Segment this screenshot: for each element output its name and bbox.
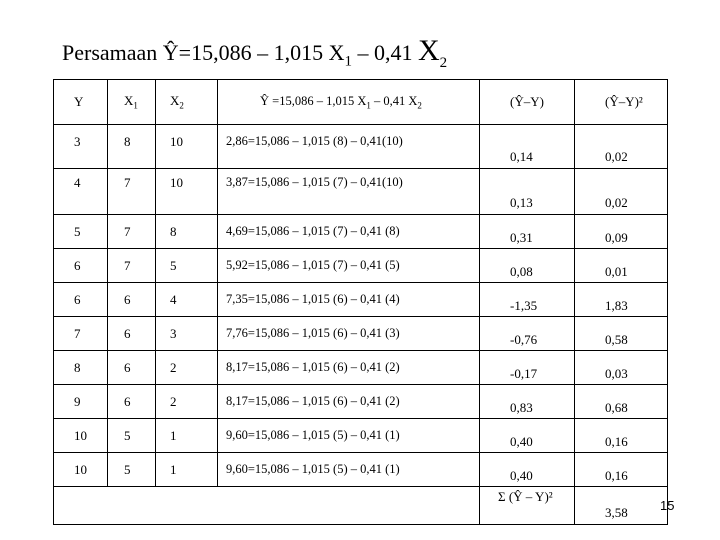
- cell-diff-squared: 0,16: [575, 453, 668, 487]
- cell-x1: 7: [108, 215, 156, 249]
- table-row: [54, 249, 668, 283]
- cell-x2: 1: [156, 419, 218, 453]
- sum-row: [54, 487, 668, 525]
- sum-label: Σ (Ŷ – Y)²: [480, 487, 575, 525]
- cell-diff: 0,40: [480, 453, 575, 487]
- page-title: Persamaan Ŷ=15,086 – 1,015 $X_1 - 0,41$ $X_2$: [62, 34, 448, 71]
- cell-x2: 2: [156, 385, 218, 419]
- cell-x1: 6: [108, 283, 156, 317]
- cell-diff-squared: 0,16: [575, 419, 668, 453]
- cell-equation: 5,92=15,086 – 1,015 (7) – 0,41 (5): [218, 249, 480, 283]
- cell-x1: 6: [108, 385, 156, 419]
- cell-equation: 3,87=15,086 – 1,015 (7) – 0,41(10): [218, 169, 480, 215]
- cell-equation: 9,60=15,086 – 1,015 (5) – 0,41 (1): [218, 419, 480, 453]
- cell-equation: 7,35=15,086 – 1,015 (6) – 0,41 (4): [218, 283, 480, 317]
- cell-x2: 2: [156, 351, 218, 385]
- cell-x1: 7: [108, 169, 156, 215]
- cell-y: 10: [54, 419, 108, 453]
- cell-equation: 4,69=15,086 – 1,015 (7) – 0,41 (8): [218, 215, 480, 249]
- table-row: [54, 283, 668, 317]
- cell-diff: 0,13: [480, 169, 575, 215]
- cell-diff-squared: 0,02: [575, 169, 668, 215]
- cell-x1: 8: [108, 125, 156, 169]
- cell-x2: 3: [156, 317, 218, 351]
- header-y: Y: [54, 80, 108, 125]
- page-number: 15: [660, 498, 675, 513]
- cell-x2: 10: [156, 169, 218, 215]
- cell-diff: -1,35: [480, 283, 575, 317]
- cell-x2: 10: [156, 125, 218, 169]
- cell-diff-squared: 0,68: [575, 385, 668, 419]
- cell-equation: 8,17=15,086 – 1,015 (6) – 0,41 (2): [218, 351, 480, 385]
- cell-y: 6: [54, 283, 108, 317]
- cell-y: 8: [54, 351, 108, 385]
- table-row: [54, 419, 668, 453]
- title-x2: $X_2$: [417, 34, 448, 71]
- cell-x2: 8: [156, 215, 218, 249]
- cell-y: 3: [54, 125, 108, 169]
- header-x1: $X_1$: [108, 80, 156, 125]
- cell-diff: 0,40: [480, 419, 575, 453]
- cell-diff-squared: 0,58: [575, 317, 668, 351]
- cell-x1: 5: [108, 453, 156, 487]
- sum-row-empty: [54, 487, 480, 525]
- cell-x1: 7: [108, 249, 156, 283]
- cell-diff-squared: 1,83: [575, 283, 668, 317]
- table-row: [54, 317, 668, 351]
- cell-y: 10: [54, 453, 108, 487]
- table-row: [54, 125, 668, 169]
- cell-y: 4: [54, 169, 108, 215]
- cell-x2: 5: [156, 249, 218, 283]
- table-row: [54, 453, 668, 487]
- sum-value: 3,58: [575, 487, 668, 525]
- cell-x2: 1: [156, 453, 218, 487]
- header-diff-squared: (Ŷ–Y)²: [575, 80, 668, 125]
- cell-equation: 2,86=15,086 – 1,015 (8) – 0,41(10): [218, 125, 480, 169]
- cell-diff-squared: 0,09: [575, 215, 668, 249]
- cell-equation: 8,17=15,086 – 1,015 (6) – 0,41 (2): [218, 385, 480, 419]
- cell-x1: 6: [108, 317, 156, 351]
- cell-diff: -0,17: [480, 351, 575, 385]
- cell-diff: 0,31: [480, 215, 575, 249]
- table-row: [54, 169, 668, 215]
- table-row: [54, 215, 668, 249]
- regression-table: [53, 79, 668, 525]
- cell-x2: 4: [156, 283, 218, 317]
- cell-x1: 5: [108, 419, 156, 453]
- cell-diff: 0,08: [480, 249, 575, 283]
- header-diff: (Ŷ–Y): [480, 80, 575, 125]
- cell-equation: 9,60=15,086 – 1,015 (5) – 0,41 (1): [218, 453, 480, 487]
- header-x2: $X_2$: [156, 80, 218, 125]
- cell-diff: -0,76: [480, 317, 575, 351]
- header-row: [54, 80, 668, 125]
- cell-x1: 6: [108, 351, 156, 385]
- cell-y: 5: [54, 215, 108, 249]
- cell-y: 7: [54, 317, 108, 351]
- table-row: [54, 385, 668, 419]
- cell-y: 6: [54, 249, 108, 283]
- cell-diff-squared: 0,03: [575, 351, 668, 385]
- cell-y: 9: [54, 385, 108, 419]
- cell-diff-squared: 0,01: [575, 249, 668, 283]
- cell-diff: 0,14: [480, 125, 575, 169]
- table-row: [54, 351, 668, 385]
- header-equation: Ŷ =15,086 – 1,015 $X_1 - 0,41$ $X_2$: [218, 80, 480, 125]
- cell-diff: 0,83: [480, 385, 575, 419]
- cell-diff-squared: 0,02: [575, 125, 668, 169]
- cell-equation: 7,76=15,086 – 1,015 (6) – 0,41 (3): [218, 317, 480, 351]
